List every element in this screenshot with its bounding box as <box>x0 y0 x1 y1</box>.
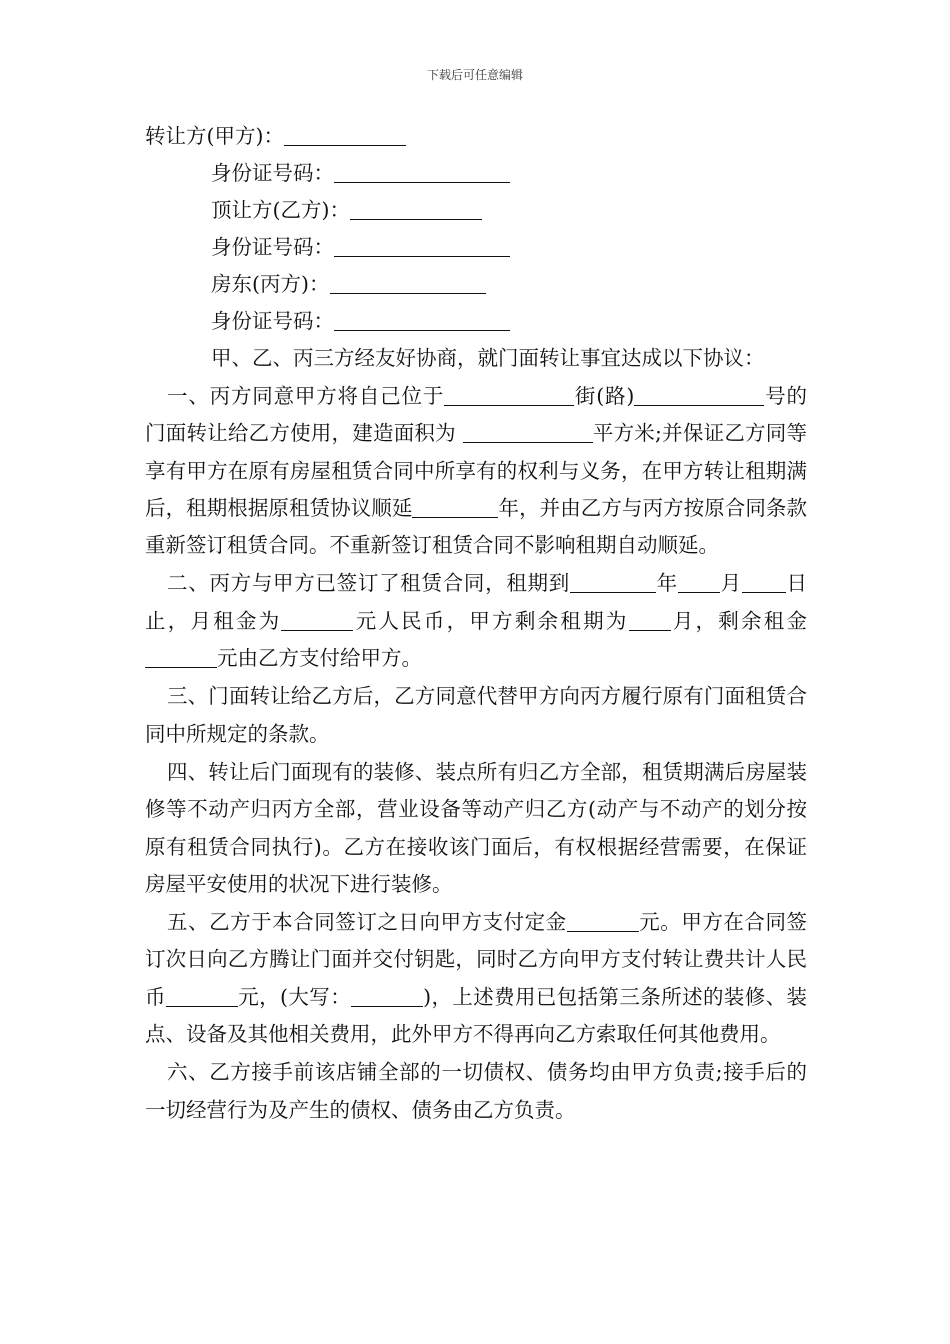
clause-2-text-b: 年 <box>655 571 678 596</box>
id-label-1: 身份证号码： <box>211 161 334 185</box>
day-blank <box>742 572 774 593</box>
clause-3: 三、门面转让给乙方后，乙方同意代替甲方向丙方履行原有门面租赁合同中所规定的条款。 <box>145 684 807 746</box>
month-blank <box>678 572 720 593</box>
clause-1-text-c: 号的门面转让给乙方使用，建造面积为 <box>145 384 808 446</box>
clause-2 <box>145 565 807 677</box>
id-line-1 <box>145 155 807 192</box>
intro-line: 甲、乙、丙三方经友好协商，就门面转让事宜达成以下协议： <box>211 346 765 370</box>
landlord-blank <box>330 273 486 294</box>
landlord-label: 房东(丙方)： <box>211 272 330 296</box>
clause-5-text-c: 元，(大写： <box>237 984 352 1009</box>
clause-1 <box>145 378 807 564</box>
page-header: 下载后可任意编辑 <box>426 68 523 82</box>
remaining-months-blank <box>629 610 671 631</box>
transferor-line <box>145 118 807 155</box>
transferee-label: 顶让方(乙方)： <box>211 198 350 222</box>
clause-2-text-g: 元由乙方支付给甲方。 <box>217 646 422 671</box>
clause-1-text-a: 一、丙方同意甲方将自己位于 <box>167 384 445 408</box>
transferor-label: 转让方(甲方)： <box>145 124 284 148</box>
transferor-blank <box>284 125 406 146</box>
clause-2-text-a: 二、丙方与甲方已签订了租赁合同，租期到 <box>167 571 570 596</box>
clause-2-text-c: 月 <box>719 571 742 596</box>
extension-years-blank <box>412 497 498 518</box>
deposit-blank <box>567 911 639 932</box>
id-blank-1 <box>334 162 510 183</box>
clause-2-text-e: 元人民币，甲方剩余租期为 <box>353 608 629 633</box>
clause-5-text-b: 元。甲方在合同签订次日向乙方腾让门面并交付钥匙，同时乙方向甲方支付转让费共计人民币 <box>145 910 807 1009</box>
year-blank <box>570 572 656 593</box>
clause-1-text-b: 街(路) <box>574 384 635 408</box>
clause-5-text-a: 五、乙方于本合同签订之日向甲方支付定金 <box>167 910 567 935</box>
transferee-line <box>145 192 807 229</box>
id-line-2 <box>145 229 807 266</box>
clause-1-text-d: 平方米;并保证乙方同等享有甲方在原有房屋租赁合同中所享有的权利与义务，在甲方转让租期满后，租期根据原租赁协议顺延 <box>145 421 808 520</box>
remaining-rent-blank <box>145 647 217 668</box>
clause-5-text-d: )，上述费用已包括第三条所述的装修、装点、设备及其他相关费用，此外甲方不得再向乙方索取任何其他费用。 <box>145 984 808 1047</box>
clause-2-text-f: 月，剩余租金 <box>670 608 808 633</box>
clause-6: 六、乙方接手前该店铺全部的一切债权、债务均由甲方负责;接手后的一切经营行为及产生的债权、债务由乙方负责。 <box>145 1060 807 1122</box>
monthly-rent-blank <box>281 610 353 631</box>
street-blank <box>444 385 574 406</box>
id-line-3 <box>145 303 807 340</box>
id-blank-2 <box>334 236 510 257</box>
clause-1-text-e: 年，并由乙方与丙方按原合同条款重新签订租赁合同。不重新签订租赁合同不影响租期自动顺延。 <box>145 495 808 558</box>
id-label-3: 身份证号码： <box>211 309 334 333</box>
area-blank <box>463 422 593 443</box>
transferee-blank <box>350 199 482 220</box>
id-label-2: 身份证号码： <box>211 235 334 259</box>
number-blank <box>634 385 764 406</box>
clause-5 <box>145 904 807 1053</box>
fee-in-words-blank <box>351 986 423 1007</box>
clause-4: 四、转让后门面现有的装修、装点所有归乙方全部，租赁期满后房屋装修等不动产归丙方全部，营业设备等动产归乙方(动产与不动产的划分按原有租赁合同执行)。乙方在接收该门面后，有权根据经营需要，在保证房屋平安使用的状况下进行装修。 <box>145 759 807 896</box>
id-blank-3 <box>334 310 510 331</box>
landlord-line <box>145 266 807 303</box>
clause-2-text-d: 日止，月租金为 <box>145 571 808 633</box>
day-blank-cont <box>774 572 786 593</box>
transfer-fee-blank <box>166 986 238 1007</box>
contract-body <box>145 118 807 1129</box>
